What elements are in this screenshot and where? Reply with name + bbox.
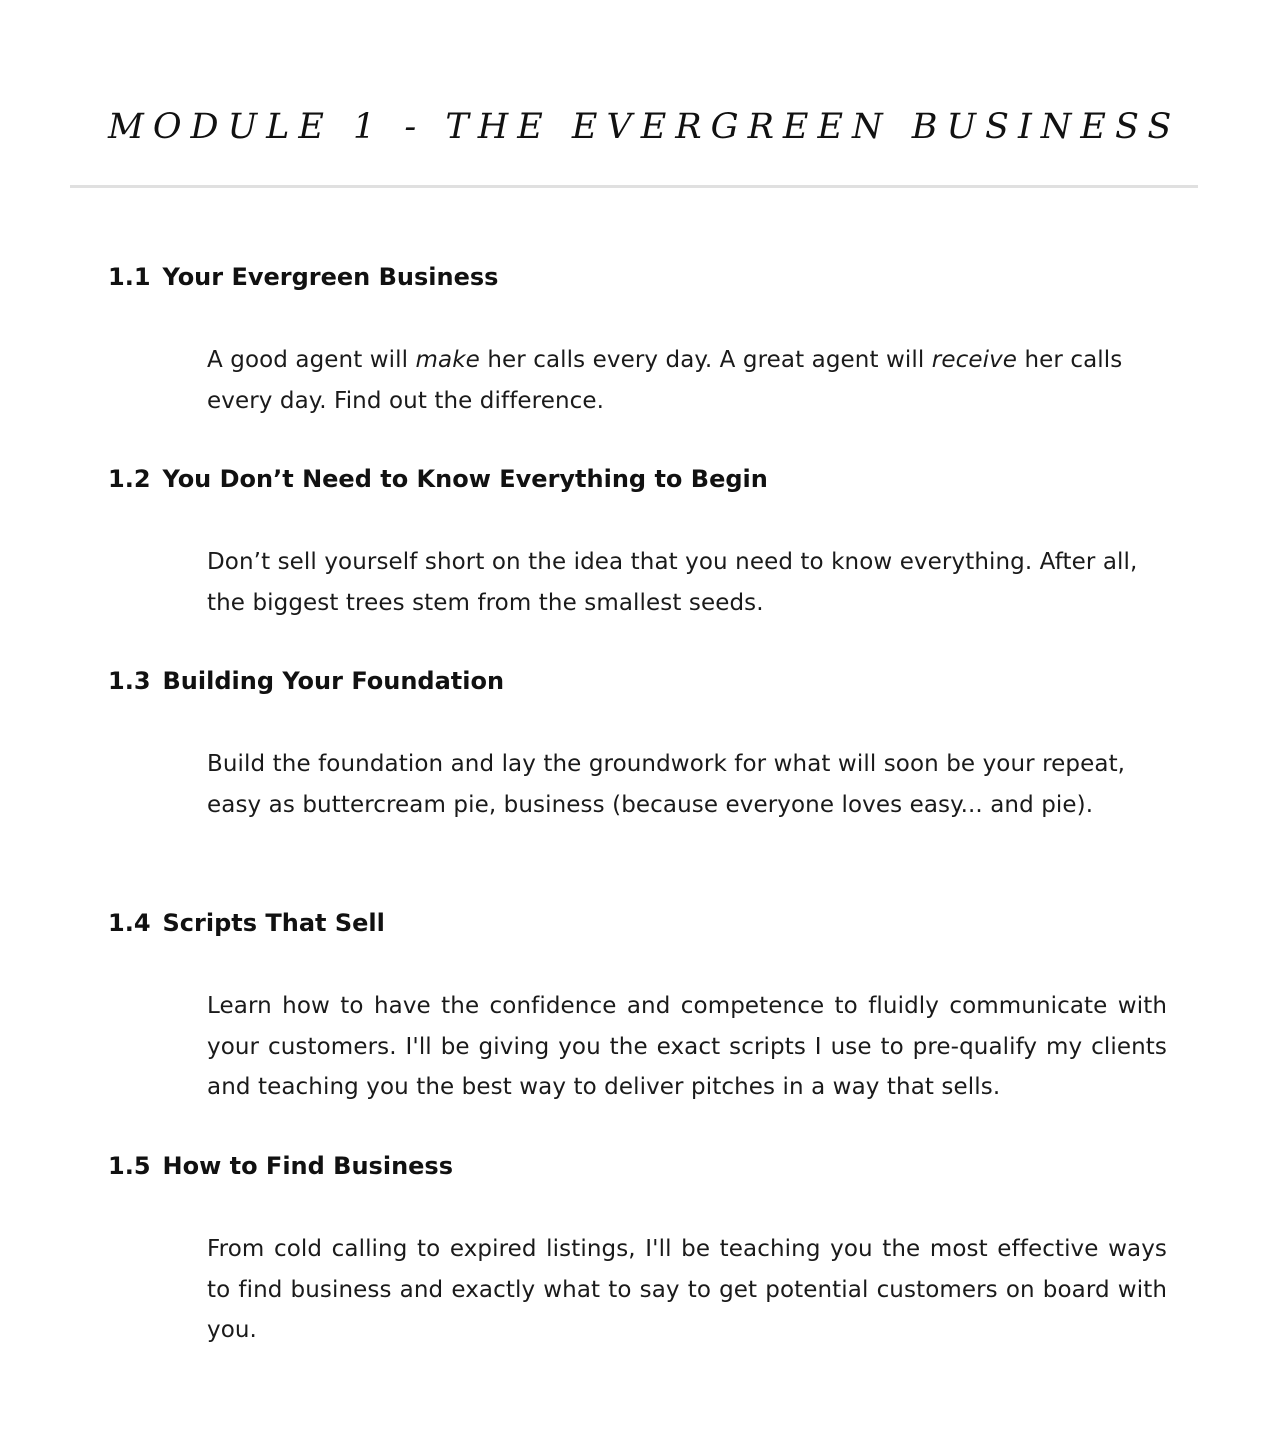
section-heading	[108, 907, 385, 939]
description-text: her calls every day. A great agent will	[479, 347, 932, 373]
description-text: A good agent will	[207, 347, 416, 373]
emphasis-text: receive	[931, 347, 1018, 373]
section-description: Build the foundation and lay the groundwork for what will soon be your repeat, easy as buttercream pie, business (because everyone loves easy... and pie).	[207, 751, 1126, 818]
title-divider	[70, 185, 1198, 188]
section-title: Building Your Foundation	[162, 667, 505, 695]
description-text: her calls every day. Find out the difference.	[207, 347, 1123, 414]
section-description: From cold calling to expired listings, I'll be teaching you the most effective ways to find business and exactly what to say to get potential customers on board with you.	[207, 1236, 1167, 1343]
section-heading	[108, 1150, 453, 1182]
section-number: 1.3	[108, 667, 151, 695]
section-title: Scripts That Sell	[162, 909, 385, 937]
section-description: Don’t sell yourself short on the idea that you need to know everything. After all, the biggest trees stem from the smallest seeds.	[207, 549, 1138, 616]
section-title: You Don’t Need to Know Everything to Begin	[162, 465, 768, 493]
section-description	[207, 340, 1167, 421]
section-heading	[108, 463, 768, 495]
emphasis-text: make	[415, 347, 480, 373]
section-title: How to Find Business	[162, 1152, 453, 1180]
section-number: 1.5	[108, 1152, 151, 1180]
section-number: 1.4	[108, 909, 151, 937]
section-number: 1.2	[108, 465, 151, 493]
section-description: Learn how to have the confidence and competence to fluidly communicate with your customers. I'll be giving you the exact scripts I use to pre-qualify my clients and teaching you the best way to deliver pitches in a way that sells.	[207, 993, 1167, 1100]
section-title: Your Evergreen Business	[162, 263, 499, 291]
section-number: 1.1	[108, 263, 151, 291]
module-title: MODULE 1 - THE EVERGREEN BUSINESS	[108, 107, 1181, 147]
section-heading	[108, 261, 498, 293]
section-heading	[108, 665, 504, 697]
